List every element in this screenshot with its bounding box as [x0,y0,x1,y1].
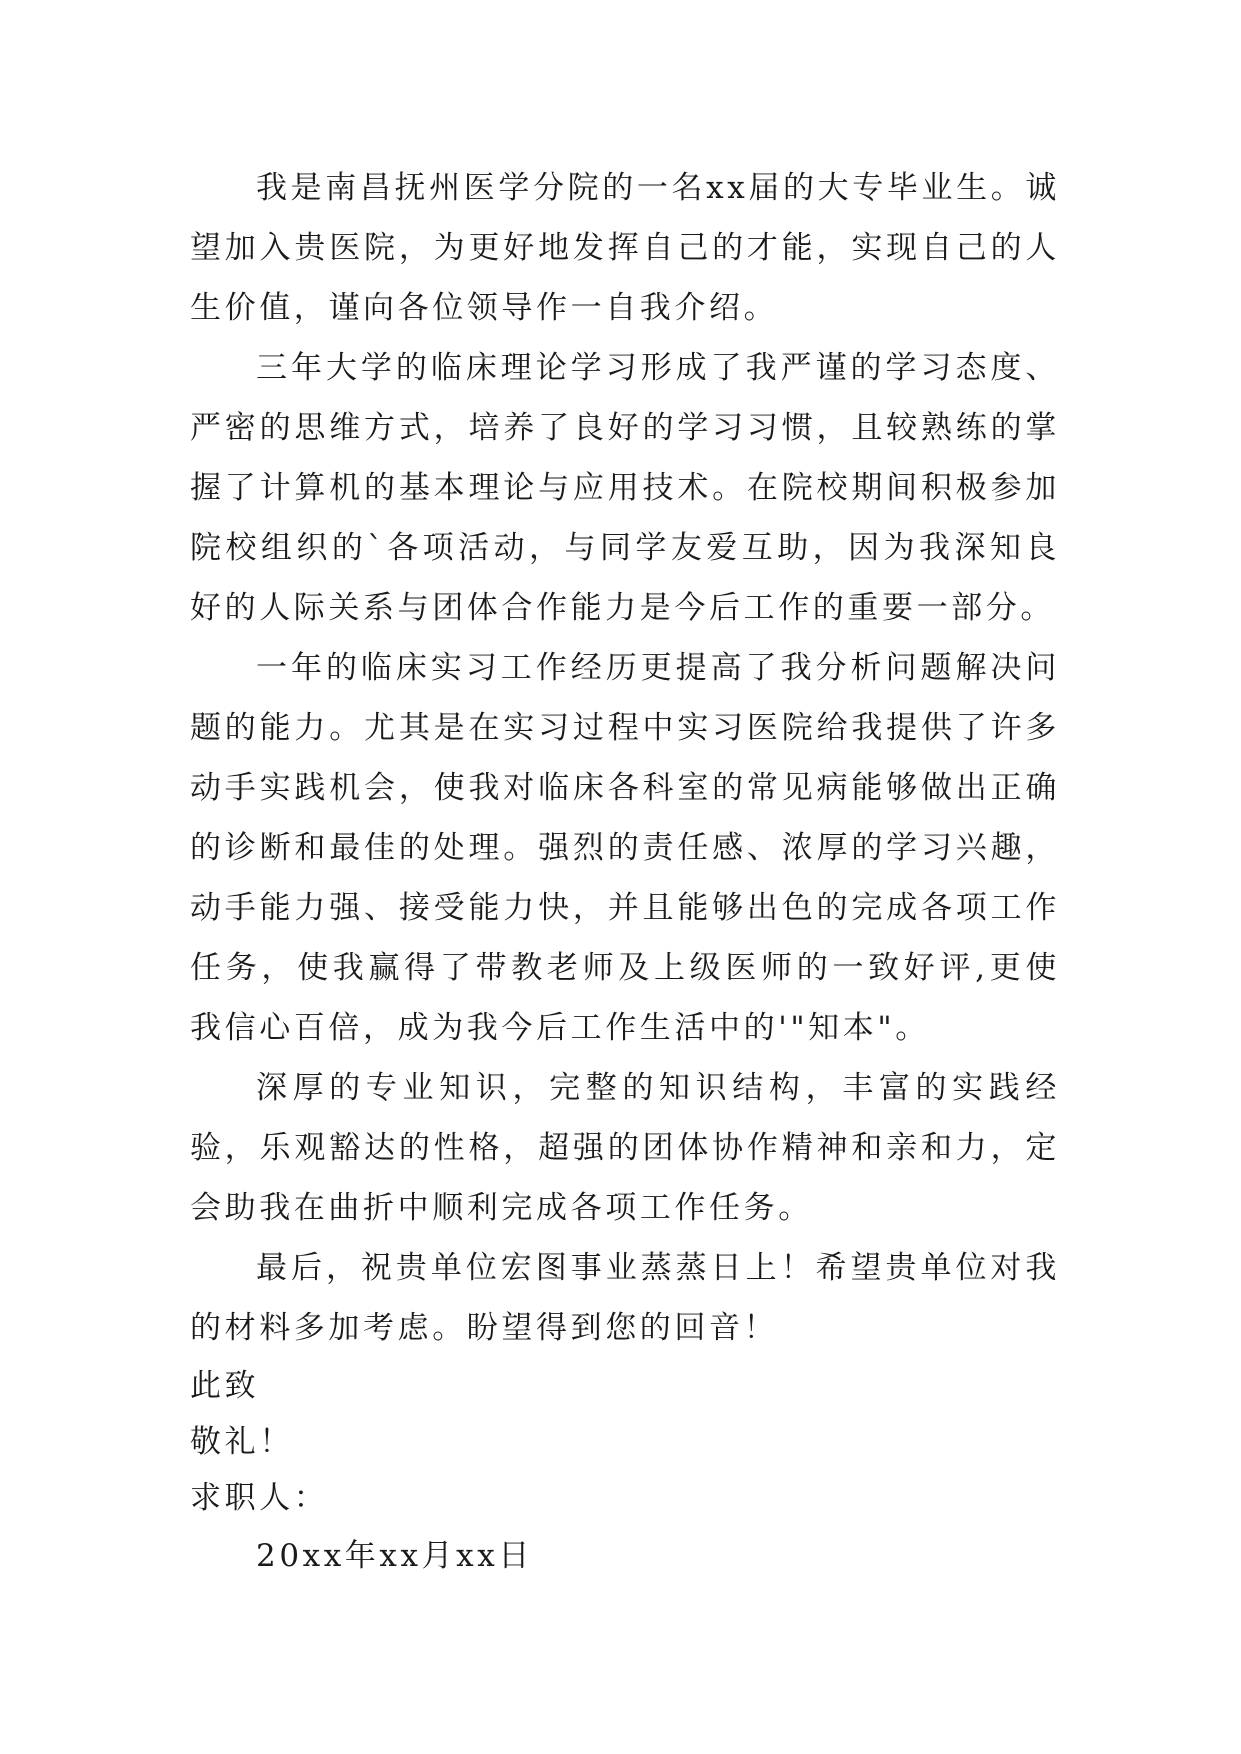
paragraph-strengths: 深厚的专业知识，完整的知识结构，丰富的实践经验，乐观豁达的性格，超强的团体协作精神和亲和力，定会助我在曲折中顺利完成各项工作任务。 [190,1070,1060,1226]
paragraph-closing-wish: 最后，祝贵单位宏图事业蒸蒸日上！希望贵单位对我的材料多加考虑。盼望得到您的回音！ [190,1250,1060,1346]
signature-label: 求职人： [190,1480,329,1516]
letter-date: 20xx年xx月xx日 [256,1538,533,1574]
paragraph-introduction: 我是南昌抚州医学分院的一名xx届的大专毕业生。诚望加入贵医院，为更好地发挥自己的才能，实现自己的人生价值，谨向各位领导作一自我介绍。 [190,170,1060,326]
paragraph-internship: 一年的临床实习工作经历更提高了我分析问题解决问题的能力。尤其是在实习过程中实习医院给我提供了许多动手实践机会，使我对临床各科室的常见病能够做出正确的诊断和最佳的处理。强烈的责任感、浓厚的学习兴趣，动手能力强、接受能力快，并且能够出色的完成各项工作任务，使我赢得了带教老师及上级医师的一致好评,更使我信心百倍，成为我今后工作生活中的'"知本"。 [190,650,1060,1046]
closing-salutation: 此致 [190,1368,260,1404]
letter-body [190,158,1060,1586]
paragraph-education: 三年大学的临床理论学习形成了我严谨的学习态度、严密的思维方式，培养了良好的学习习惯，且较熟练的掌握了计算机的基本理论与应用技术。在院校期间积极参加院校组织的`各项活动，与同学友爱互助，因为我深知良好的人际关系与团体合作能力是今后工作的重要一部分。 [190,350,1060,626]
closing-regards: 敬礼！ [190,1424,294,1460]
